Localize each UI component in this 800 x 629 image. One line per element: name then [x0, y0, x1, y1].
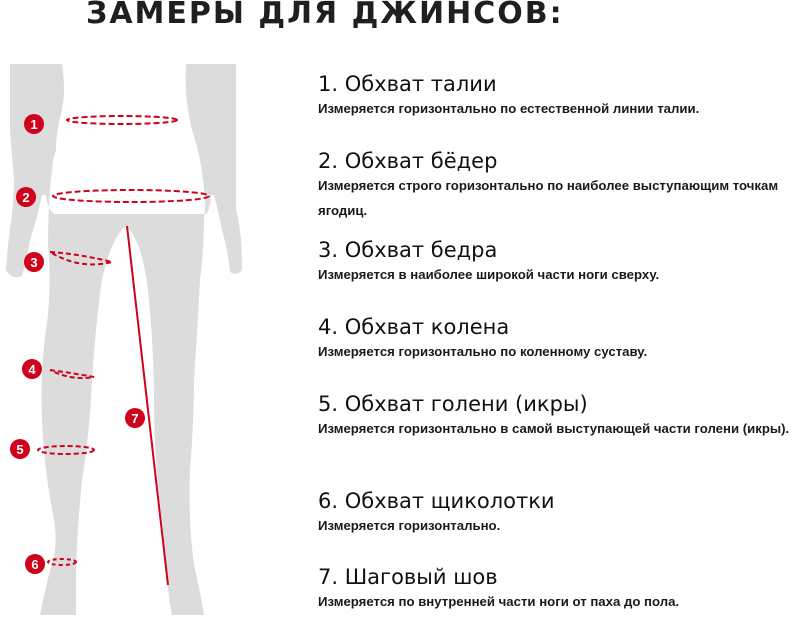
measurement-description: Измеряется горизонтально по естественной линии талии. — [318, 101, 700, 116]
marker-7 — [125, 408, 145, 428]
measurement-heading: 3. Обхват бедра — [318, 238, 498, 262]
measurement-item-thigh — [318, 238, 800, 287]
svg-text:3: 3 — [30, 255, 38, 270]
marker-2 — [16, 187, 36, 207]
measurement-item-calf — [318, 392, 800, 441]
measurement-heading: 1. Обхват талии — [318, 72, 497, 96]
page-title: ЗАМЕРЫ ДЛЯ ДЖИНСОВ: — [86, 0, 564, 31]
measurement-heading: 7. Шаговый шов — [318, 565, 498, 589]
measurement-description: Измеряется в наиболее широкой части ноги сверху. — [318, 267, 660, 282]
body-silhouette — [6, 64, 242, 615]
marker-6 — [25, 554, 45, 574]
svg-text:6: 6 — [31, 557, 39, 572]
measurement-description: Измеряется строго горизонтально по наиболее выступающим точкам ягодиц. — [318, 178, 779, 218]
svg-text:2: 2 — [22, 190, 30, 205]
svg-text:1: 1 — [30, 117, 38, 132]
measurement-description: Измеряется горизонтально по коленному суставу. — [318, 344, 648, 359]
measurement-heading: 5. Обхват голени (икры) — [318, 392, 588, 416]
measurement-heading: 6. Обхват щиколотки — [318, 489, 555, 513]
marker-5 — [10, 439, 30, 459]
measurement-description: Измеряется горизонтально. — [318, 518, 501, 533]
svg-text:7: 7 — [131, 411, 139, 426]
measurement-item-waist — [318, 72, 800, 121]
svg-text:4: 4 — [28, 362, 36, 377]
hips-line — [53, 190, 209, 202]
body-silhouette-diagram — [0, 60, 300, 629]
measurement-item-hips — [318, 149, 800, 223]
measurement-item-ankle — [318, 489, 800, 538]
waist-line — [67, 116, 177, 124]
marker-1 — [24, 114, 44, 134]
svg-text:5: 5 — [16, 442, 24, 457]
measurement-description: Измеряется по внутренней части ноги от паха до пола. — [318, 594, 680, 609]
measurement-description: Измеряется горизонтально в самой выступающей части голени (икры). — [318, 421, 790, 436]
marker-4 — [22, 359, 42, 379]
measurement-heading: 4. Обхват колена — [318, 315, 510, 339]
measurement-heading: 2. Обхват бёдер — [318, 149, 498, 173]
marker-3 — [24, 252, 44, 272]
measurement-item-inseam — [318, 565, 800, 614]
measurement-item-knee — [318, 315, 800, 364]
